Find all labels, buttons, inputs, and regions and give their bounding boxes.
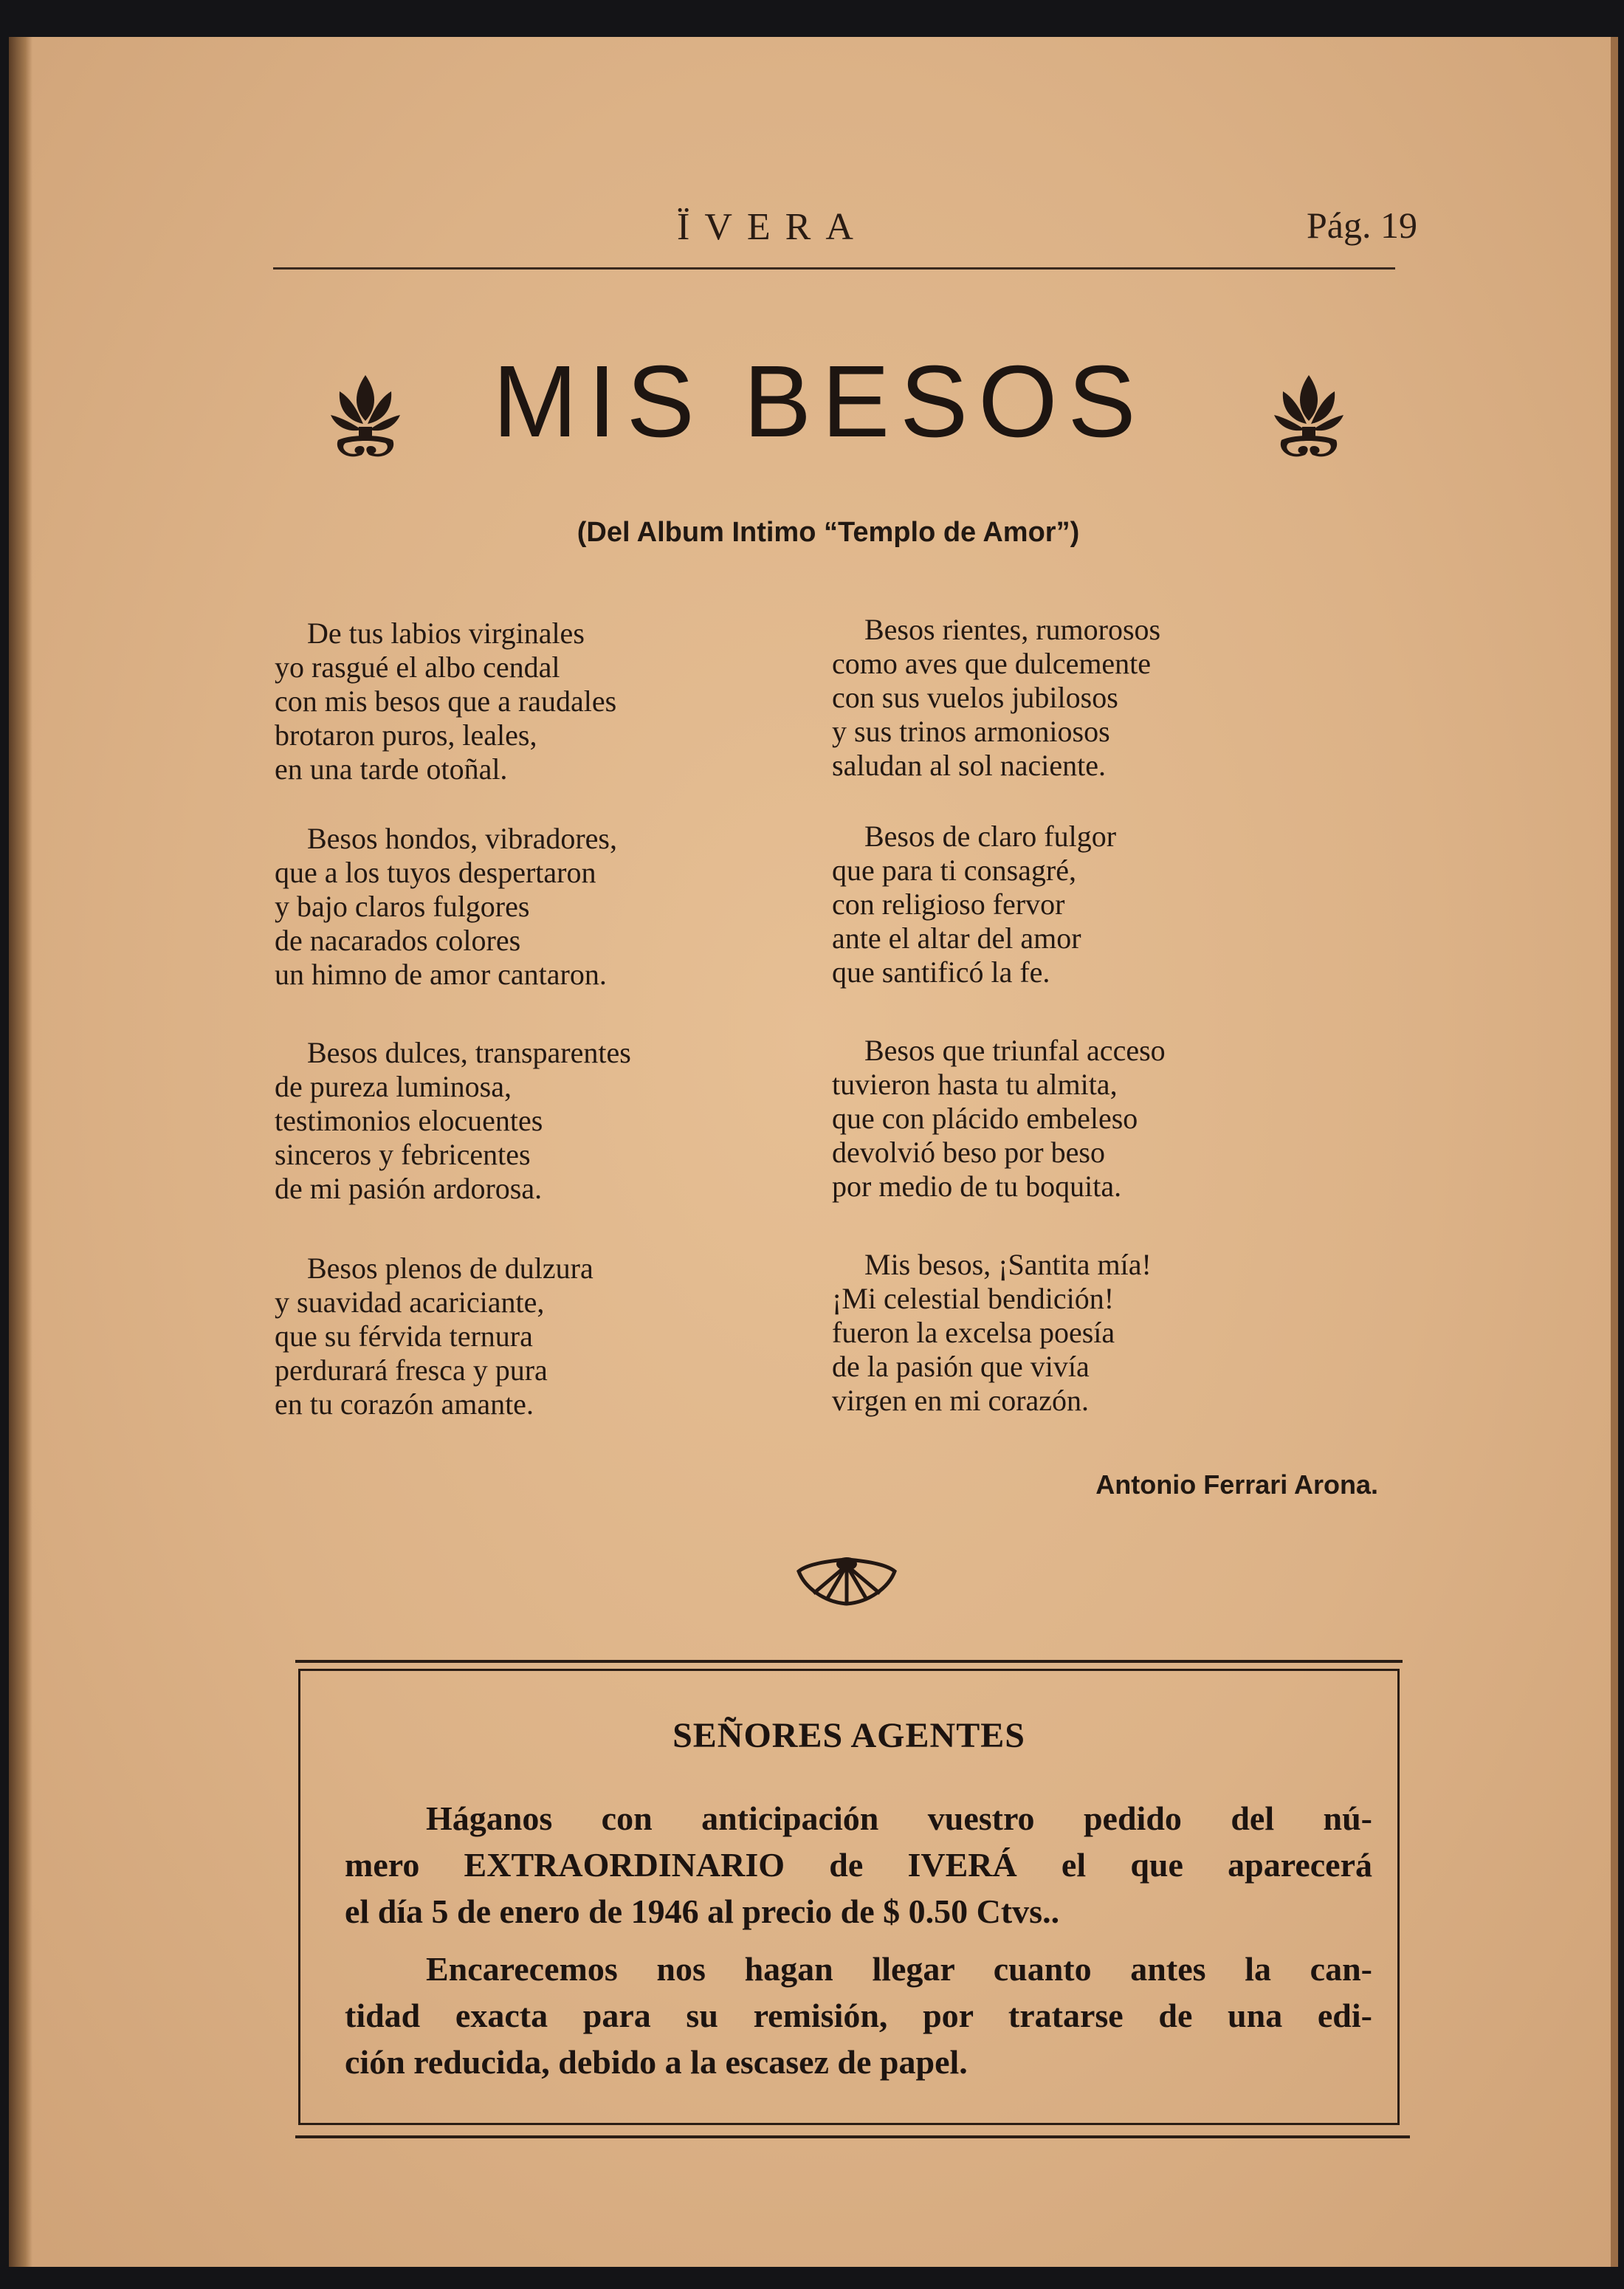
poem-author: Antonio Ferrari Arona. [1095, 1469, 1378, 1500]
verse-line: que su férvida ternura [275, 1319, 533, 1353]
verse-line: yo rasgué el albo cendal [275, 651, 560, 684]
stanza [275, 1036, 806, 1206]
verse-line: Mis besos, ¡Santita mía! [864, 1248, 1152, 1281]
notice-line: el día 5 de enero de 1946 al precio de $ 0.50 Ctvs.. [345, 1892, 1060, 1930]
verse-line: fueron la excelsa poesía [832, 1316, 1115, 1349]
verse-line: saludan al sol naciente. [832, 749, 1106, 782]
notice-line: Háganos con anticipación vuestro pedido del nú- [426, 1799, 1372, 1837]
verse-line: que con plácido embeleso [832, 1102, 1138, 1135]
verse-line: un himno de amor cantaron. [275, 958, 607, 991]
notice-top-rule [295, 1660, 1403, 1663]
page-number: Pág. 19 [1307, 205, 1417, 246]
stanza [275, 617, 806, 786]
verse-line: de pureza luminosa, [275, 1070, 512, 1103]
verse-line: como aves que dulcemente [832, 647, 1152, 680]
verse-line: testimonios elocuentes [275, 1104, 543, 1137]
verse-line: ante el altar del amor [832, 922, 1081, 955]
verse-line: que para ti consagré, [832, 854, 1076, 887]
verse-line: en tu corazón amante. [275, 1387, 534, 1421]
verse-line: y bajo claros fulgores [275, 890, 530, 923]
verse-line: Besos que triunfal acceso [864, 1034, 1166, 1067]
verse-line: Besos plenos de dulzura [307, 1252, 593, 1285]
stanza [275, 1252, 806, 1421]
running-header-title: ÏVERA [677, 206, 868, 248]
verse-line: Besos de claro fulgor [864, 820, 1117, 853]
stanza [832, 613, 1363, 783]
verse-line: sinceros y febricentes [275, 1138, 531, 1171]
verse-line: y sus trinos armoniosos [832, 715, 1110, 748]
notice-heading: SEÑORES AGENTES [672, 1716, 1025, 1755]
verse-line: brotaron puros, leales, [275, 718, 537, 752]
binding-spine [9, 37, 32, 2267]
notice-paragraph [345, 1946, 1372, 2085]
fleuron-ornament-icon [325, 369, 406, 465]
verse-line: ¡Mi celestial bendición! [832, 1282, 1115, 1315]
poem-subtitle: (Del Album Intimo “Templo de Amor”) [577, 517, 1080, 548]
notice-line: Encarecemos nos hagan llegar cuanto antes la can- [426, 1950, 1372, 1988]
verse-line: de nacarados colores [275, 924, 521, 957]
verse-line: que santificó la fe. [832, 955, 1050, 989]
verse-line: perdurará fresca y pura [275, 1353, 548, 1387]
verse-line: de la pasión que vivía [832, 1350, 1090, 1383]
verse-line: Besos dulces, transparentes [307, 1036, 631, 1069]
notice-bottom-rule [295, 2135, 1410, 2138]
notice-paragraph [345, 1795, 1372, 1935]
header-rule [273, 267, 1395, 270]
verse-line: y suavidad acariciante, [275, 1286, 545, 1319]
verse-line: devolvió beso por beso [832, 1136, 1105, 1169]
verse-line: por medio de tu boquita. [832, 1170, 1122, 1203]
verse-line: con mis besos que a raudales [275, 684, 617, 718]
poem-title: MIS BESOS [492, 345, 1146, 459]
stanza [832, 1034, 1363, 1204]
verse-line: de mi pasión ardorosa. [275, 1172, 543, 1205]
verse-line: De tus labios virginales [307, 617, 585, 650]
verse-line: con religioso fervor [832, 888, 1065, 921]
notice-line: tidad exacta para su remisión, por tratarse de una edi- [345, 1997, 1372, 2034]
verse-line: que a los tuyos despertaron [275, 856, 596, 889]
verse-line: en una tarde otoñal. [275, 752, 508, 786]
verse-line: tuvieron hasta tu almita, [832, 1068, 1118, 1101]
shell-tailpiece-icon [791, 1551, 902, 1610]
stanza [275, 822, 806, 992]
agents-notice-box [298, 1669, 1400, 2125]
verse-line: virgen en mi corazón. [832, 1384, 1090, 1417]
magazine-page [9, 37, 1618, 2267]
notice-line: ción reducida, debido a la escasez de papel. [345, 2043, 968, 2081]
notice-line: mero EXTRAORDINARIO de IVERÁ el que aparecerá [345, 1846, 1372, 1884]
verse-line: Besos hondos, vibradores, [307, 822, 617, 855]
fleuron-ornament-icon [1268, 369, 1349, 465]
stanza [832, 820, 1363, 989]
verse-line: con sus vuelos jubilosos [832, 681, 1118, 714]
verse-line: Besos rientes, rumorosos [864, 613, 1161, 646]
stanza [832, 1248, 1363, 1418]
